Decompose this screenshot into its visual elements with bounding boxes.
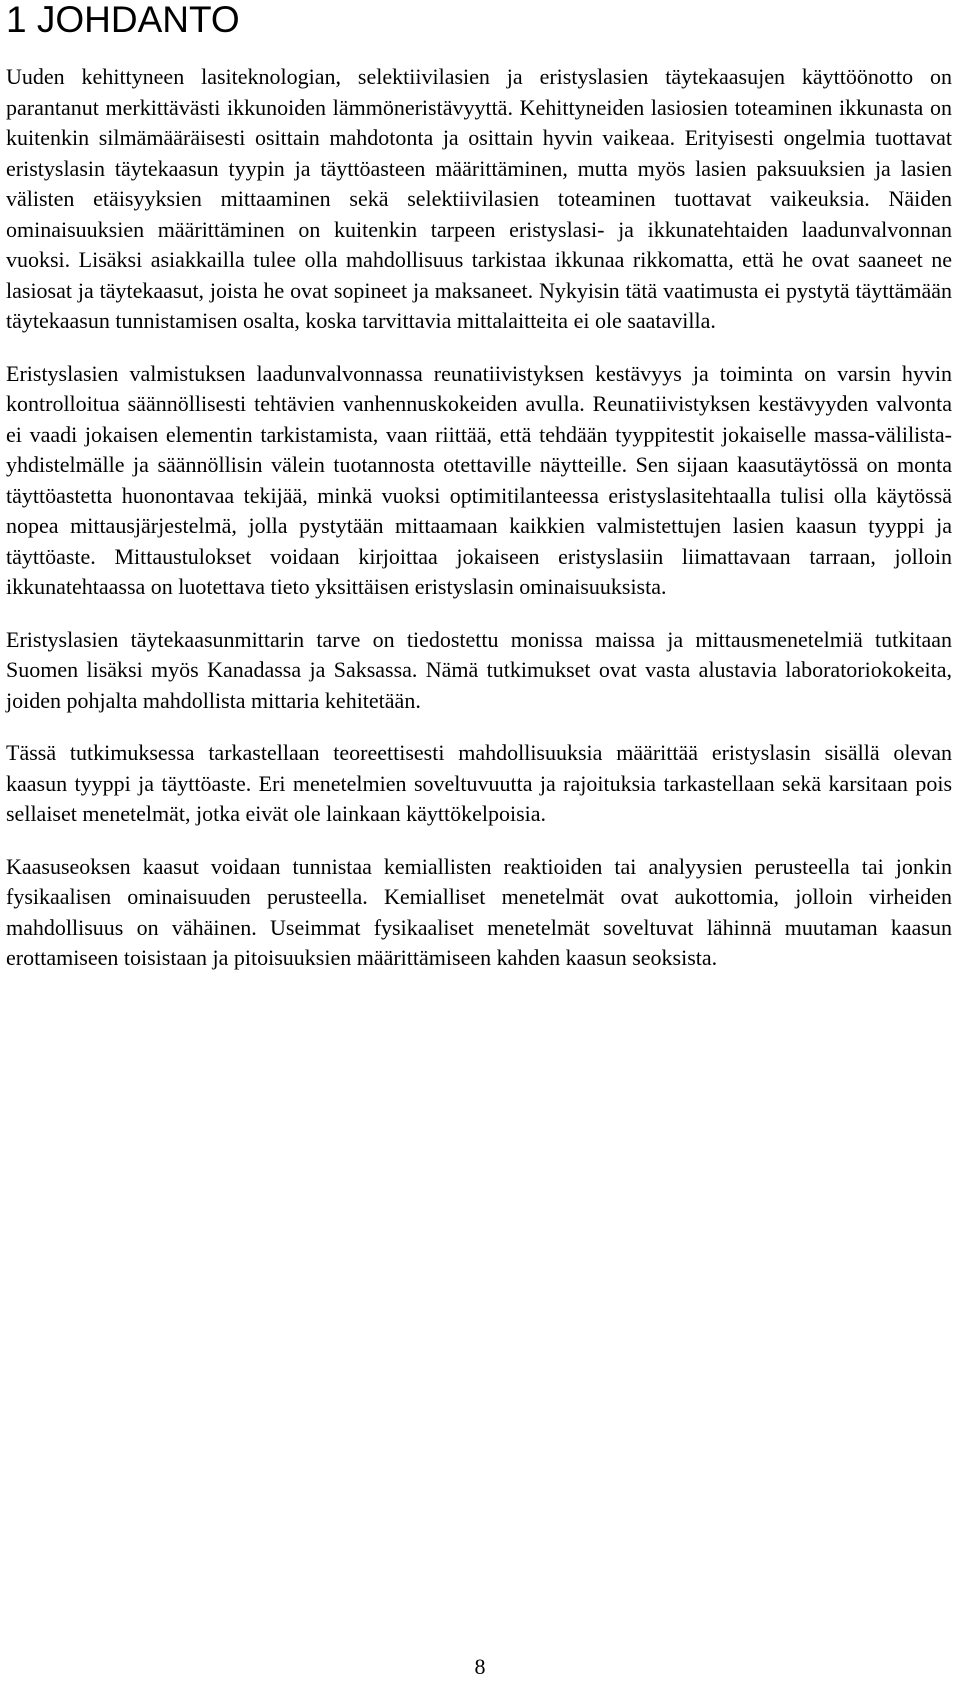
body-text (6, 62, 952, 996)
paragraph: Kaasuseoksen kaasut voidaan tunnistaa kemiallisten reaktioiden tai analyysien perusteella tai jonkin fysikaalisen ominaisuuden perusteella. Kemialliset menetelmät ovat aukottomia, jolloin virheiden mahdollisuus on vähäinen. Useimmat fysikaaliset menetelmät soveltuvat lähinnä muutaman kaasun erottamiseen toisistaan ja pitoisuuksien määrittämiseen kahden kaasun seoksista. (6, 853, 952, 970)
paragraph: Eristyslasien valmistuksen laadunvalvonnassa reunatiivistyksen kestävyys ja toiminta on varsin hyvin kontrolloitua säännöllisesti tehtävien vanhennuskokeiden avulla. Reunatiivistyksen kestävyyden valvonta ei vaadi jokaisen elementin tarkistamista, vaan riittää, että tehdään tyyppitestit jokaiselle massa-välilista-yhdistelmälle ja säännöllisin välein tuotannosta otettaville näytteille. Sen sijaan kaasutäytössä on monta täyttöastetta huonontavaa tekijää, minkä vuoksi optimitilanteessa eristyslasitehtaalla tulisi olla käytössä nopea mittausjärjestelmä, jolla pystytään mittaamaan kaikkien valmistettujen lasien kaasun tyyppi ja täyttöaste. Mittaustulokset voidaan kirjoittaa jokaiseen eristyslasiin liimattavaan tarraan, jolloin ikkunatehtaassa on luotettava tieto yksittäisen eristyslasin ominaisuuksista. (6, 360, 952, 599)
page-number: 8 (474, 1654, 486, 1679)
paragraph: Uuden kehittyneen lasiteknologian, selektiivilasien ja eristyslasien täytekaasujen käyttöönotto on parantanut merkittävästi ikkunoiden lämmöneristävyyttä. Kehittyneiden lasiosien toteaminen ikkunasta on kuitenkin silmämääräisesti osittain mahdotonta ja osittain hyvin vaikeaa. Erityisesti ongelmia tuottavat eristyslasin täytekaasun tyypin ja täyttöasteen määrittäminen, mutta myös lasien paksuuksien ja lasien välisten etäisyyksien mittaaminen sekä selektiivilasien toteaminen tuottavat vaikeuksia. Näiden ominaisuuksien määrittäminen on kuitenkin tarpeen eristyslasi- ja ikkunatehtaiden laadunvalvonnan vuoksi. Lisäksi asiakkailla tulee olla mahdollisuus tarkistaa ikkunaa rikkomatta, että he ovat saaneet ne lasiosat ja täytekaasut, joista he ovat sopineet ja maksaneet. Nykyisin tätä vaatimusta ei pystytä täyttämään täytekaasun tunnistamisen osalta, koska tarvittavia mittalaitteita ei ole saatavilla. (6, 64, 952, 333)
paragraph: Tässä tutkimuksessa tarkastellaan teoreettisesti mahdollisuuksia määrittää eristyslasin sisällä olevan kaasun tyyppi ja täyttöaste. Eri menetelmien soveltuvuutta ja rajoituksia tarkastellaan sekä karsitaan pois sellaiset menetelmät, jotka eivät ole lainkaan käyttökelpoisia. (6, 740, 952, 826)
paragraph: Eristyslasien täytekaasunmittarin tarve on tiedostettu monissa maissa ja mittausmenetelmiä tutkitaan Suomen lisäksi myös Kanadassa ja Saksassa. Nämä tutkimukset ovat vasta alustavia laboratoriokokeita, joiden pohjalta mahdollista mittaria kehitetään. (6, 626, 952, 713)
chapter-heading: 1 JOHDANTO (6, 0, 240, 40)
